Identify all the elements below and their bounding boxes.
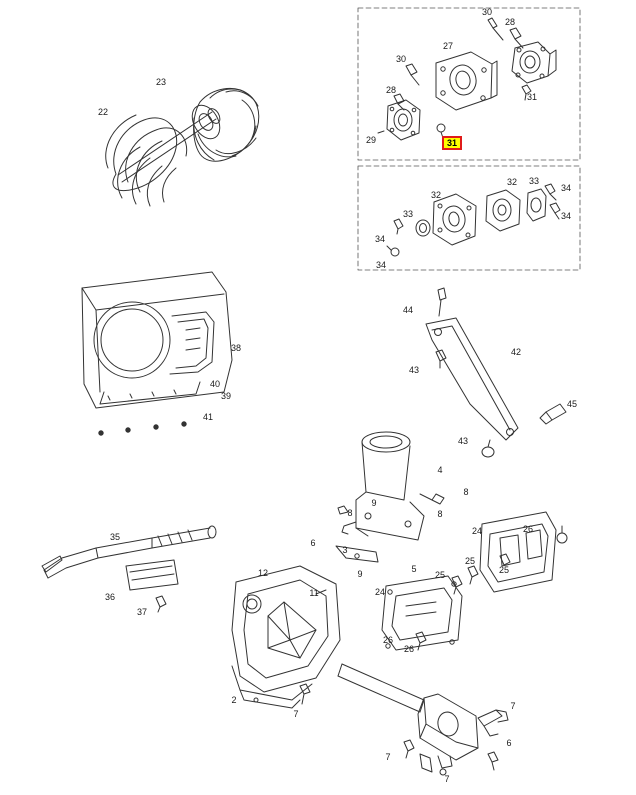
callout-38: 38 <box>230 343 242 353</box>
callout-26-a: 26 <box>522 524 534 534</box>
callout-44: 44 <box>402 305 414 315</box>
callout-7-b: 7 <box>510 701 516 711</box>
callout-6-a: 6 <box>310 538 316 548</box>
callout-25-c: 25 <box>498 565 510 575</box>
callout-28-a: 28 <box>504 17 516 27</box>
callout-5: 5 <box>411 564 417 574</box>
callout-41: 41 <box>202 412 214 422</box>
callout-30-b: 30 <box>395 54 407 64</box>
callout-4: 4 <box>437 465 443 475</box>
callout-34-d: 34 <box>375 260 387 270</box>
callout-29: 29 <box>365 135 377 145</box>
callout-43-b: 43 <box>457 436 469 446</box>
callout-43-a: 43 <box>408 365 420 375</box>
callout-33-a: 33 <box>528 176 540 186</box>
callout-8-b: 8 <box>347 508 353 518</box>
callout-35: 35 <box>109 532 121 542</box>
callout-7-a: 7 <box>293 709 299 719</box>
callout-40: 40 <box>209 379 221 389</box>
callout-6-b: 6 <box>506 738 512 748</box>
callout-31-a: 31 <box>526 92 538 102</box>
callout-36: 36 <box>104 592 116 602</box>
callout-34-c: 34 <box>374 234 386 244</box>
callout-22: 22 <box>97 107 109 117</box>
callout-24-b: 24 <box>374 587 386 597</box>
callout-33-b: 33 <box>402 209 414 219</box>
callout-9-b: 9 <box>357 569 363 579</box>
callout-9-a: 9 <box>371 498 377 508</box>
callout-37: 37 <box>136 607 148 617</box>
callout-34-b: 34 <box>560 211 572 221</box>
callout-7-c: 7 <box>385 752 391 762</box>
callout-26-b: 26 <box>382 635 394 645</box>
callout-45: 45 <box>566 399 578 409</box>
callout-8-a: 8 <box>463 487 469 497</box>
callout-7-d: 7 <box>444 774 450 784</box>
callout-23: 23 <box>155 77 167 87</box>
callout-39: 39 <box>220 391 232 401</box>
callout-2: 2 <box>231 695 237 705</box>
callout-11: 11 <box>309 588 319 598</box>
callout-30-a: 30 <box>481 7 493 17</box>
callout-28-b: 28 <box>385 85 397 95</box>
callout-26-c: 26 <box>403 644 415 654</box>
callout-25-a: 25 <box>434 570 446 580</box>
callout-27: 27 <box>442 41 454 51</box>
callout-12: 12 <box>257 568 269 578</box>
callout-8-c: 8 <box>437 509 443 519</box>
callout-31-highlighted[interactable]: 31 <box>442 136 462 150</box>
callout-32-a: 32 <box>430 190 442 200</box>
callout-3: 3 <box>342 545 348 555</box>
callout-32-b: 32 <box>506 177 518 187</box>
callout-34-a: 34 <box>560 183 572 193</box>
callout-42: 42 <box>510 347 522 357</box>
callout-25-b: 25 <box>464 556 476 566</box>
callout-24-a: 24 <box>471 526 483 536</box>
